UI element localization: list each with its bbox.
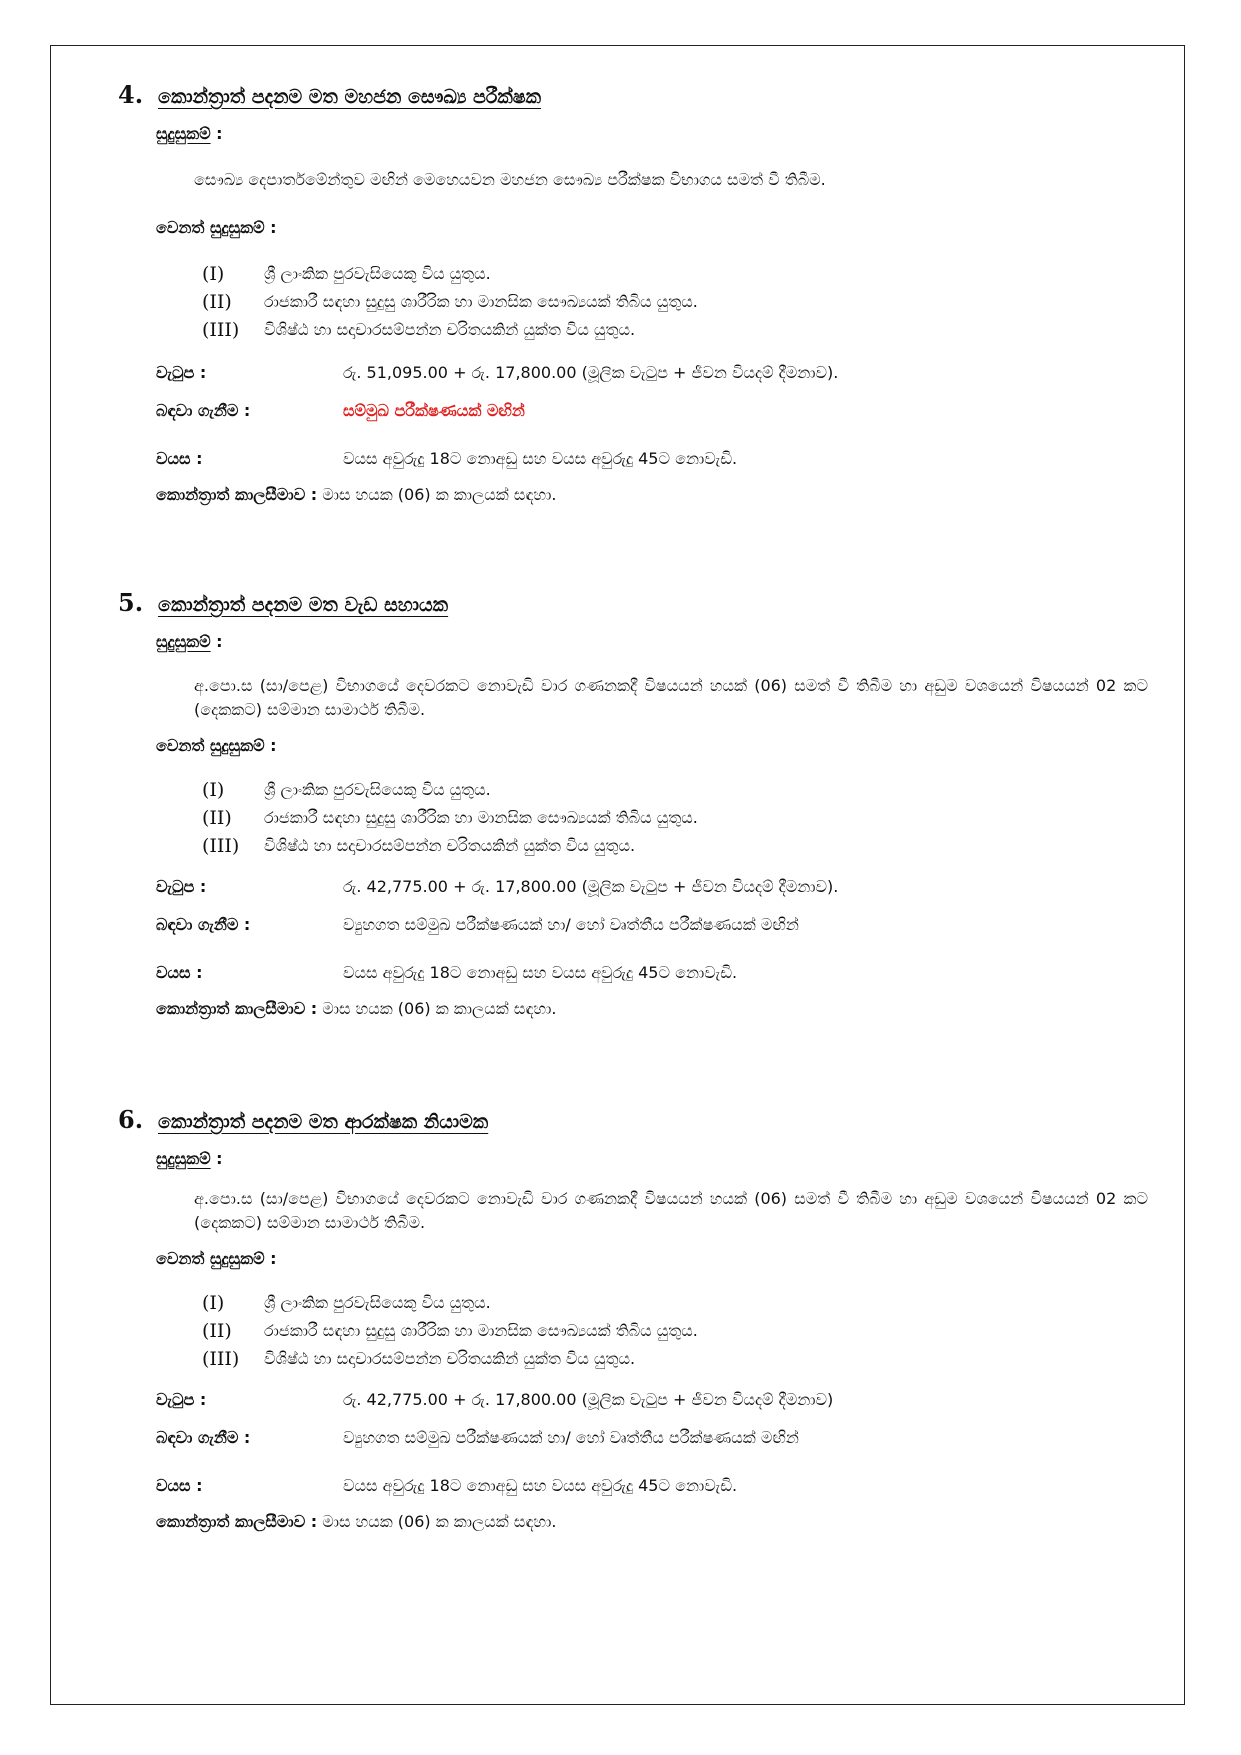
qualifications-text: අ.පො.ස (සා/පෙළ) විභාගයේ දෙවරකට නොවැඩි වාර ගණනකදී විෂයයන් හයක් (06) සමත් වී තිබීම හා අඩුම වශයෙන් විෂයයන් 02 කට (දෙකකට) සම්මාන සාමාර්ථ තිබීම. <box>194 1189 1148 1232</box>
section-5 <box>118 588 1148 1024</box>
list-item: (I) ශ්‍රී ලාංකික පුරවැසියෙකු විය යුතුය. <box>202 263 491 285</box>
qualifications-heading: සුදුසුකම් : <box>156 124 223 143</box>
contract-period-row: කොන්ත්‍රාත් කාලසීමාව : මාස හයක (06) ක කාලයක් සඳහා. <box>156 485 557 504</box>
section-heading <box>118 80 1148 116</box>
other-qualifications-heading: වෙනත් සුදුසුකම් : <box>156 218 277 237</box>
section-4 <box>118 80 1148 510</box>
list-item: (III) විශිෂ්ඨ හා සදාචාරසම්පන්න චරිතයකින් යුක්ත විය යුතුය. <box>202 835 636 857</box>
section-6 <box>118 1105 1148 1537</box>
section-title: කොන්ත්‍රාත් පදනම මත වැඩ සහායක <box>158 594 449 616</box>
age-row: වයස : වයස අවුරුදු 18ට නොඅඩු සහ වයස අවුරුදු 45ට නොවැඩි. <box>156 449 738 468</box>
section-number: 5. <box>118 588 144 617</box>
section-heading <box>118 588 1148 624</box>
contract-period-row: කොන්ත්‍රාත් කාලසීමාව : මාස හයක (06) ක කාලයක් සඳහා. <box>156 1512 557 1531</box>
section-title: කොන්ත්‍රාත් පදනම මත ආරක්ෂක නියාමක <box>158 1111 489 1133</box>
list-item: (II) රාජකාරී සඳහා සුදුසු ශාරීරික හා මානසික සෞඛ්‍යයක් තිබිය යුතුය. <box>202 1320 698 1342</box>
section-heading <box>118 1105 1148 1141</box>
qualifications-text: අ.පො.ස (සා/පෙළ) විභාගයේ දෙවරකට නොවැඩි වාර ගණනකදී විෂයයන් හයක් (06) සමත් වී තිබීම හා අඩුම වශයෙන් විෂයයන් 02 කට (දෙකකට) සම්මාන සාමාර්ථ තිබීම. <box>194 676 1148 719</box>
other-qualifications-list <box>202 776 1148 860</box>
other-qualifications-heading: වෙනත් සුදුසුකම් : <box>156 1249 277 1268</box>
list-item: (II) රාජකාරී සඳහා සුදුසු ශාරීරික හා මානසික සෞඛ්‍යයක් තිබිය යුතුය. <box>202 807 698 829</box>
salary-row: වැටුප : රු. 42,775.00 + රු. 17,800.00 (මූලික වැටුප + ජීවන වියදම් දීමනාව). <box>156 877 839 896</box>
section-title: කොන්ත්‍රාත් පදනම මත මහජන සෞඛ්‍ය පරීක්ෂක <box>158 86 542 108</box>
salary-row: වැටුප : රු. 42,775.00 + රු. 17,800.00 (මූලික වැටුප + ජීවන වියදම් දීමනාව) <box>156 1390 834 1409</box>
other-qualifications-list <box>202 260 1148 344</box>
list-item: (I) ශ්‍රී ලාංකික පුරවැසියෙකු විය යුතුය. <box>202 779 491 801</box>
qualifications-heading: සුදුසුකම් : <box>156 1149 223 1168</box>
recruitment-row: බඳවා ගැනීම : සම්මුඛ පරීක්ෂණයක් මඟින් <box>156 401 525 420</box>
list-item: (III) විශිෂ්ඨ හා සදාචාරසම්පන්න චරිතයකින් යුක්ත විය යුතුය. <box>202 319 636 341</box>
section-number: 4. <box>118 80 144 109</box>
age-row: වයස : වයස අවුරුදු 18ට නොඅඩු සහ වයස අවුරුදු 45ට නොවැඩි. <box>156 1476 738 1495</box>
list-item: (I) ශ්‍රී ලාංකික පුරවැසියෙකු විය යුතුය. <box>202 1292 491 1314</box>
salary-row: වැටුප : රු. 51,095.00 + රු. 17,800.00 (මූලික වැටුප + ජීවන වියදම් දීමනාව). <box>156 363 839 382</box>
age-row: වයස : වයස අවුරුදු 18ට නොඅඩු සහ වයස අවුරුදු 45ට නොවැඩි. <box>156 963 738 982</box>
other-qualifications-heading: වෙනත් සුදුසුකම් : <box>156 736 277 755</box>
list-item: (III) විශිෂ්ඨ හා සදාචාරසම්පන්න චරිතයකින් යුක්ත විය යුතුය. <box>202 1348 636 1370</box>
section-number: 6. <box>118 1105 144 1134</box>
list-item: (II) රාජකාරී සඳහා සුදුසු ශාරීරික හා මානසික සෞඛ්‍යයක් තිබිය යුතුය. <box>202 291 698 313</box>
qualifications-heading: සුදුසුකම් : <box>156 632 223 651</box>
contract-period-row: කොන්ත්‍රාත් කාලසීමාව : මාස හයක (06) ක කාලයක් සඳහා. <box>156 999 557 1018</box>
recruitment-row: බඳවා ගැනීම : ව්‍යුහගත සම්මුඛ පරීක්ෂණයක් හා/ හෝ වෘත්තීය පරීක්ෂණයක් මඟින් <box>156 915 799 934</box>
recruitment-row: බඳවා ගැනීම : ව්‍යුහගත සම්මුඛ පරීක්ෂණයක් හා/ හෝ වෘත්තීය පරීක්ෂණයක් මඟින් <box>156 1428 799 1447</box>
other-qualifications-list <box>202 1289 1148 1373</box>
qualifications-text: සෞඛ්‍ය දෙපාර්තමේන්තුව මඟින් මෙහෙයවන මහජන සෞඛ්‍ය පරීක්ෂක විභාගය සමත් වී තිබීම. <box>194 170 826 189</box>
